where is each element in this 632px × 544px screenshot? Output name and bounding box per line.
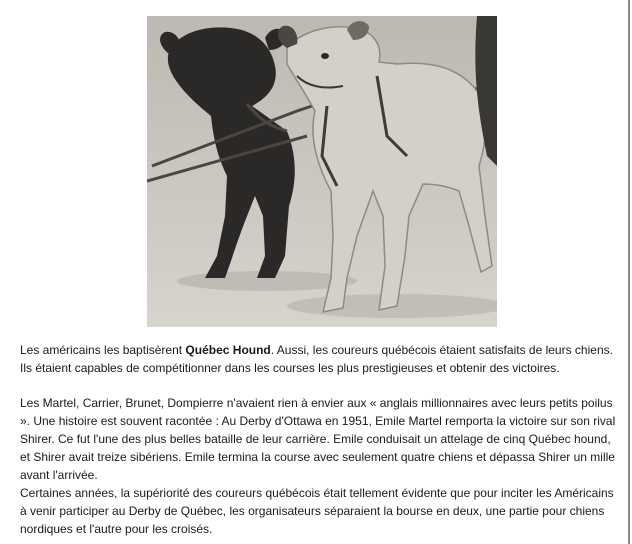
sled-dogs-photo [147, 16, 497, 327]
paragraph-3: Certaines années, la supériorité des coureurs québécois était tellement évidente que pour inciter les Américains à venir participer au Derby de Québec, les organisateurs séparaient la bourse en deux, une partie pour chiens nordiques et l'autre pour les croisés. [20, 486, 614, 536]
breed-name: Québec Hound [185, 343, 271, 357]
paragraph-1-after: . Aussi, les coureurs québécois étaient satisfaits de leurs chiens. Ils étaient capables de compétitionner dans les courses les plus prestigieuses et obtenir des victoires. [20, 343, 613, 375]
article-text [20, 341, 620, 538]
paragraph-1-before: Les américains les baptisèrent [20, 343, 186, 357]
paragraph-1 [20, 341, 620, 377]
paragraph-2: Les Martel, Carrier, Brunet, Dompierre n'avaient rien à envier aux « anglais millionnaires avec leurs petits poilus ». Une histoire est souvent racontée : Au Derby d'Ottawa en 1951, Emile Martel remporta la victoire sur son rival Shirer. Ce fut l'une des plus belles bataille de leur carrière. Emile conduisait un attelage de cinq Québec hound, et Shirer avait treize sibériens. Emile termina la course avec seulement quatre chiens et dépassa Shirer un mille avant l'arrivée. [20, 396, 616, 482]
photo-drawing [147, 16, 497, 327]
